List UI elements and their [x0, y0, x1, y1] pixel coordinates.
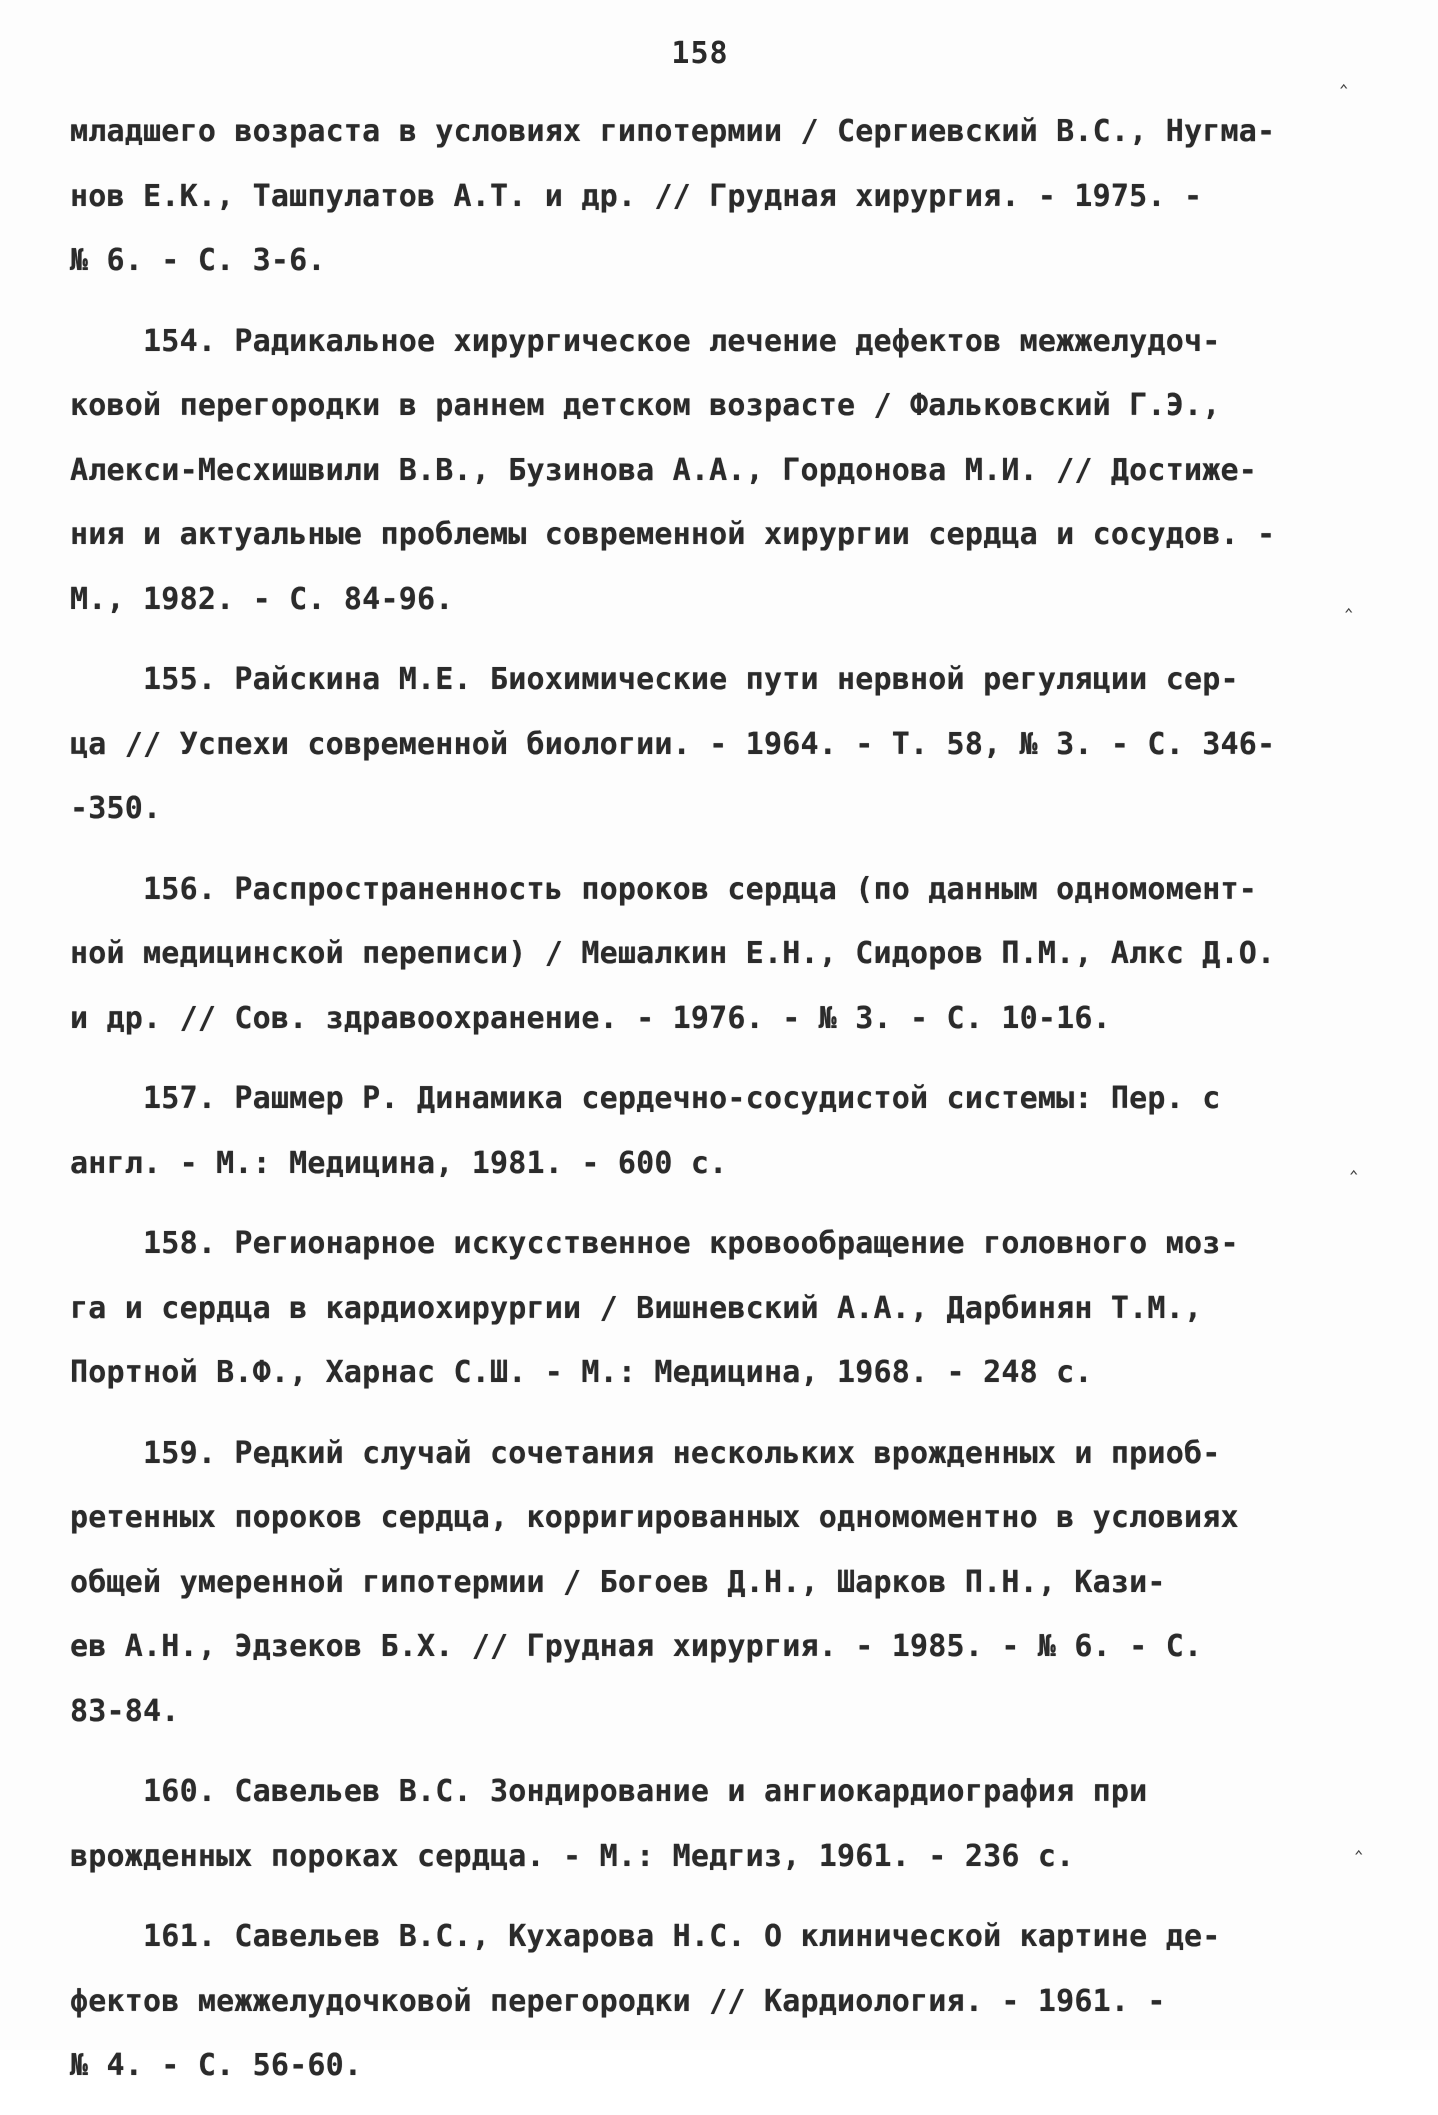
bibliography-entry-154: [70, 310, 1360, 633]
entry-line: нов Е.К., Ташпулатов А.Т. и др. // Грудная хирургия. - 1975. -: [70, 178, 1203, 214]
bibliography-entry-160: [70, 1760, 1363, 1889]
entry-line: ковой перегородки в раннем детском возрасте / Фальковский Г.Э.,: [70, 388, 1221, 423]
entry-line: ев А.Н., Эдзеков Б.Х. // Грудная хирургия. - 1985. - № 6. - С.: [70, 1629, 1203, 1664]
page-number: 158: [671, 36, 729, 71]
entry-line: № 4. - С. 56-60.: [70, 2048, 363, 2083]
entry-line: ретенных пороков сердца, корригированных одномоментно в условиях: [70, 1500, 1239, 1535]
entry-line: ния и актуальные проблемы современной хирургии сердца и сосудов. -: [70, 517, 1276, 552]
entry-line: га и сердца в кардиохирургии / Вишневский А.А., Дарбинян Т.М.,: [70, 1290, 1203, 1326]
entry-line: англ. - М.: Медицина, 1981. - 600 с.: [70, 1145, 728, 1181]
entry-line: 158. Регионарное искусственное кровообращение головного моз-: [70, 1226, 1239, 1261]
bibliography-list: [70, 100, 1363, 2115]
entry-line: фектов межжелудочковой перегородки // Кардиология. - 1961. -: [70, 1983, 1166, 2019]
bibliography-entry-159: [70, 1422, 1360, 1745]
scan-artifact-mark: ‸: [1350, 1150, 1358, 1175]
entry-line: 159. Редкий случай сочетания нескольких врожденных и приоб-: [70, 1435, 1221, 1471]
bibliography-entry-157: [70, 1067, 1360, 1196]
entry-line: 160. Савельев В.С. Зондирование и ангиокардиография при: [70, 1774, 1148, 1809]
entry-line: Алекси-Месхишвили В.В., Бузинова А.А., Гордонова М.И. // Достиже-: [70, 452, 1257, 488]
bibliography-entry-161: [70, 1905, 1360, 2099]
entry-line: младшего возраста в условиях гипотермии / Сергиевский В.С., Нугма-: [70, 114, 1276, 149]
entry-line: М., 1982. - С. 84-96.: [70, 581, 454, 617]
bibliography-entry-153-continuation: [70, 100, 1360, 294]
scan-artifact-mark: ‸: [1345, 588, 1353, 613]
entry-line: Портной В.Ф., Харнас С.Ш. - М.: Медицина, 1968. - 248 с.: [70, 1355, 1093, 1390]
scan-artifact-mark: ‸: [1355, 1830, 1363, 1855]
scan-artifact-mark: ‸: [1340, 64, 1348, 89]
entry-line: 154. Радикальное хирургическое лечение дефектов межжелудоч-: [70, 323, 1221, 359]
entry-line: -350.: [70, 791, 162, 826]
bibliography-entry-155: [70, 648, 1360, 842]
entry-line: ной медицинской переписи) / Мешалкин Е.Н., Сидоров П.М., Алкс Д.О.: [70, 936, 1276, 971]
entry-line: ца // Успехи современной биологии. - 1964. - Т. 58, № 3. - С. 346-: [70, 726, 1276, 762]
entry-line: врожденных пороках сердца. - М.: Медгиз, 1961. - 236 с.: [70, 1838, 1075, 1874]
entry-line: 83-84.: [70, 1693, 180, 1729]
entry-line: 161. Савельев В.С., Кухарова Н.С. О клинической картине де-: [70, 1919, 1221, 1954]
entry-line: 157. Рашмер Р. Динамика сердечно-сосудистой системы: Пер. с: [70, 1081, 1221, 1116]
entry-line: 156. Распространенность пороков сердца (по данным одномомент-: [70, 871, 1257, 907]
entry-line: и др. // Сов. здравоохранение. - 1976. - № 3. - С. 10-16.: [70, 1000, 1111, 1036]
entry-line: общей умеренной гипотермии / Богоев Д.Н., Шарков П.Н., Кази-: [70, 1564, 1166, 1600]
entry-line: № 6. - С. 3-6.: [70, 243, 326, 278]
bibliography-entry-158: [70, 1212, 1360, 1406]
entry-line: 155. Райскина М.Е. Биохимические пути нервной регуляции сер-: [70, 662, 1239, 697]
bibliography-entry-156: [70, 858, 1360, 1052]
